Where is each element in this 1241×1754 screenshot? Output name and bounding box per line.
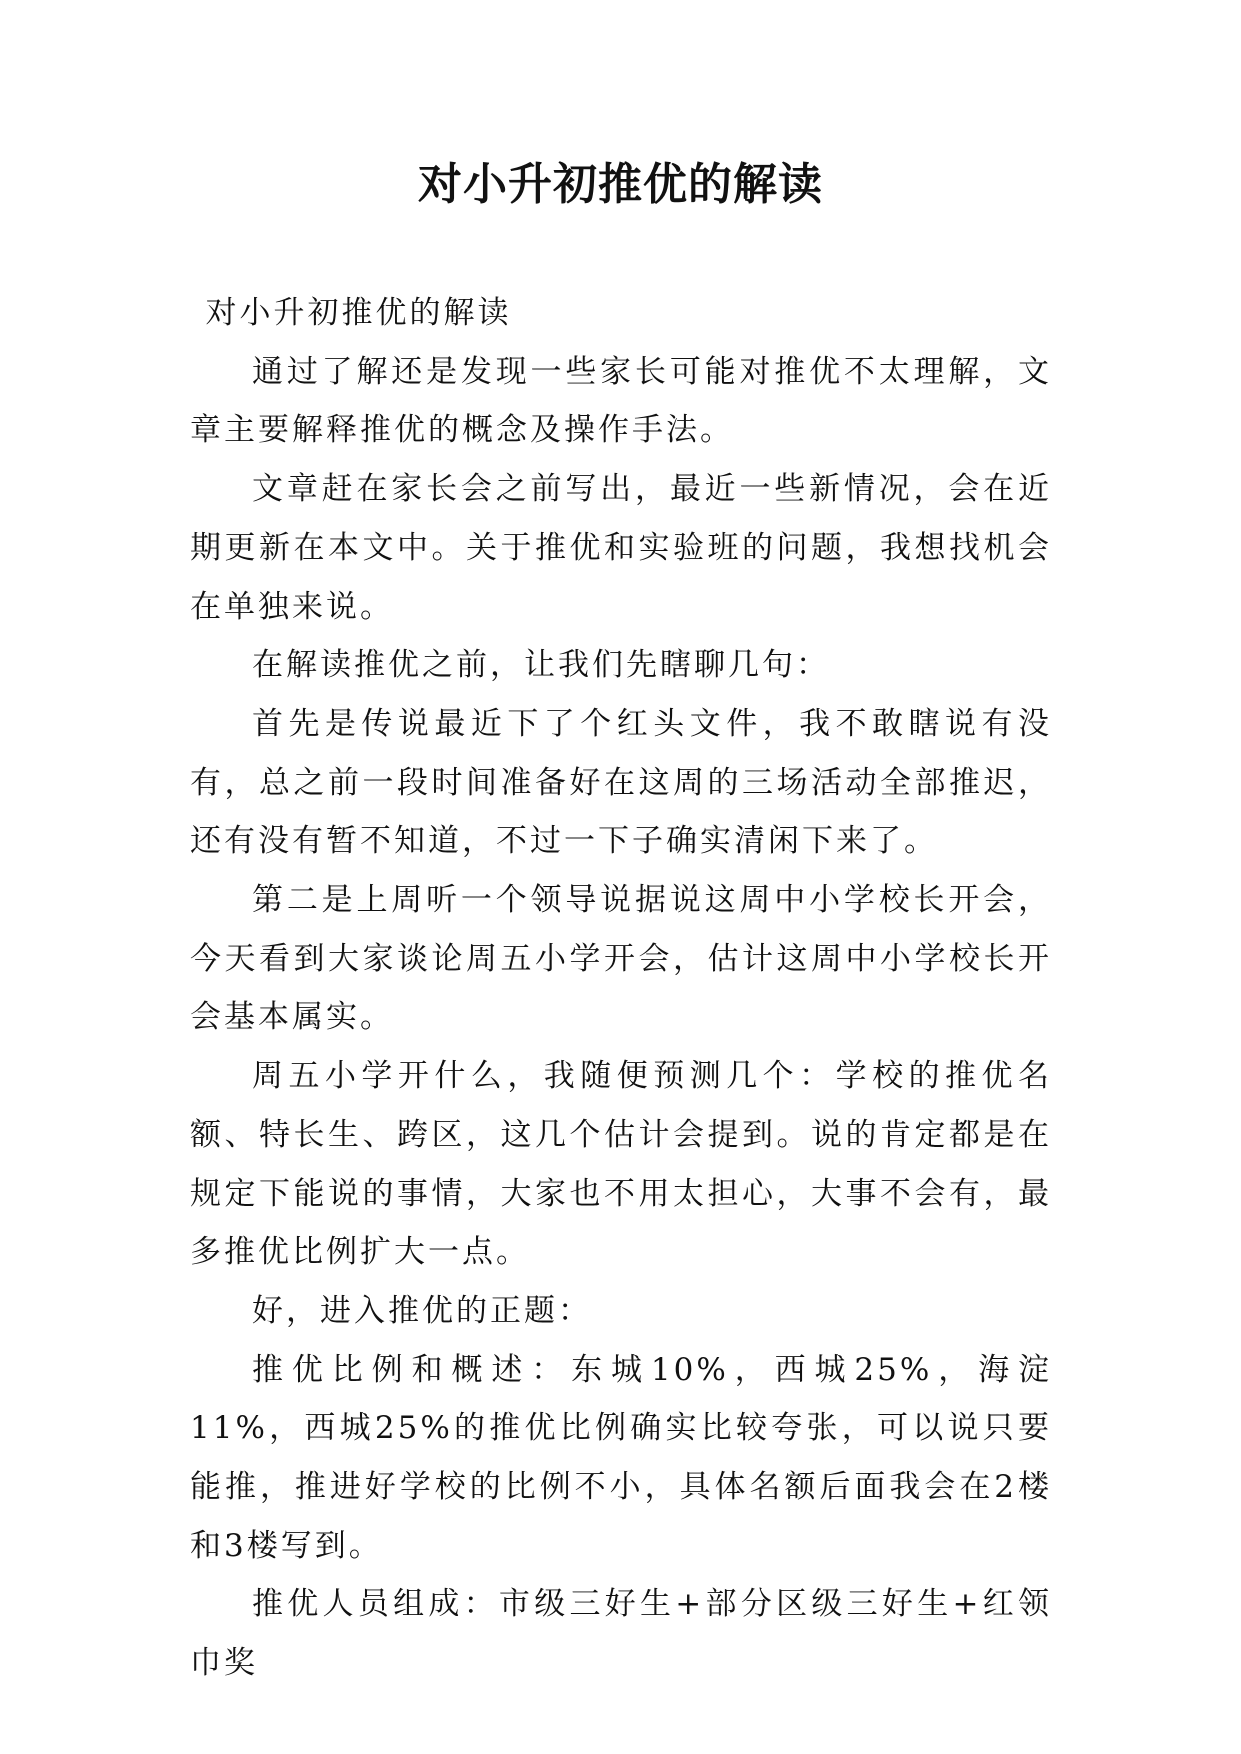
paragraph: 推优比例和概述：东城10%，西城25%，海淀11%，西城25%的推优比例确实比较夸张，可以说只要能推，推进好学校的比例不小，具体名额后面我会在2楼和3楼写到。 (190, 1351, 1052, 1564)
paragraph: 通过了解还是发现一些家长可能对推优不太理解，文章主要解释推优的概念及操作手法。 (190, 353, 1052, 449)
paragraph: 第二是上周听一个领导说据说这周中小学校长开会，今天看到大家谈论周五小学开会，估计这周中小学校长开会基本属实。 (190, 882, 1052, 1036)
paragraph: 文章赶在家长会之前写出，最近一些新情况，会在近期更新在本文中。关于推优和实验班的问题，我想找机会在单独来说。 (190, 471, 1052, 625)
paragraph: 好，进入推优的正题： (252, 1292, 592, 1329)
paragraph: 推优人员组成：市级三好生+部分区级三好生+红领巾奖 (190, 1586, 1052, 1682)
document-body (190, 284, 1052, 1693)
paragraph: 首先是传说最近下了个红头文件，我不敢瞎说有没有，总之前一段时间准备好在这周的三场活动全部推迟，还有没有暂不知道，不过一下子确实清闲下来了。 (190, 705, 1052, 860)
document-title: 对小升初推优的解读 (418, 159, 823, 210)
paragraph: 周五小学开什么，我随便预测几个：学校的推优名额、特长生、跨区，这几个估计会提到。说的肯定都是在规定下能说的事情，大家也不用太担心，大事不会有，最多推优比例扩大一点。 (190, 1058, 1052, 1271)
paragraph: 在解读推优之前，让我们先瞎聊几句： (252, 647, 830, 684)
paragraph: 对小升初推优的解读 (205, 295, 512, 331)
